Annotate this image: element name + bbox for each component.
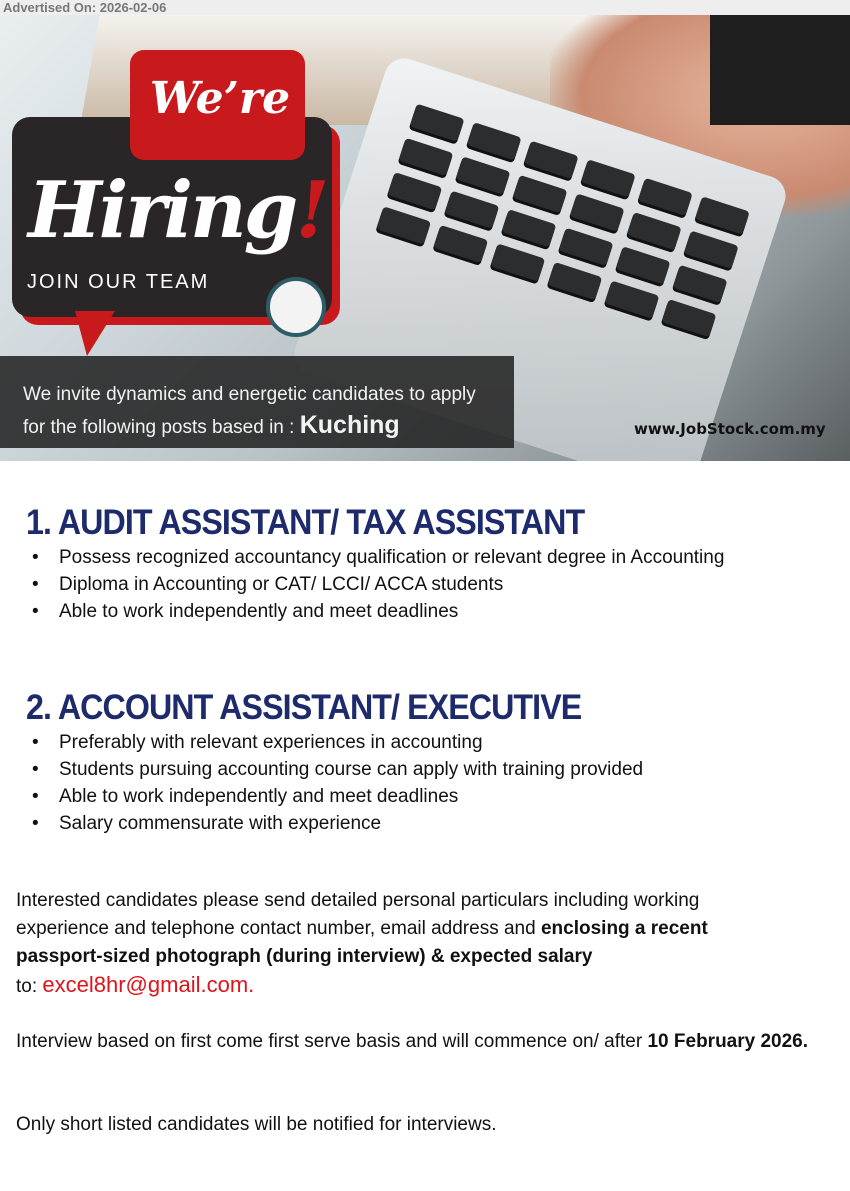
list-item: • Able to work independently and meet deadlines xyxy=(32,783,643,810)
contact-email[interactable]: excel8hr@gmail.com. xyxy=(42,972,255,997)
interview-date: 10 February 2026. xyxy=(647,1031,809,1052)
hiring-text: Hiring! xyxy=(28,165,327,256)
interview-info: Interview based on first come first serve basis and will commence on/ after 10 February 2026. xyxy=(16,1031,809,1052)
job-title-2: 2. ACCOUNT ASSISTANT/ EXECUTIVE xyxy=(26,688,582,727)
were-text: We’re xyxy=(149,73,291,124)
list-item: • Salary commensurate with experience xyxy=(32,810,643,837)
list-item: • Preferably with relevant experiences in accounting xyxy=(32,729,643,756)
invite-text: We invite dynamics and energetic candidates to apply for the following posts based in : Kuching xyxy=(23,384,476,439)
job-2-requirements xyxy=(32,729,643,837)
job-title-1: 1. AUDIT ASSISTANT/ TAX ASSISTANT xyxy=(26,503,585,542)
magnifier-icon xyxy=(266,277,326,337)
list-item: • Possess recognized accountancy qualification or relevant degree in Accounting xyxy=(32,544,724,571)
list-item: • Able to work independently and meet deadlines xyxy=(32,598,724,625)
hiring-banner xyxy=(0,15,850,461)
background-shadow xyxy=(710,15,850,125)
list-item: • Diploma in Accounting or CAT/ LCCI/ ACCA students xyxy=(32,571,724,598)
join-our-team: JOIN OUR TEAM xyxy=(27,271,210,293)
application-instructions: Interested candidates please send detailed personal particulars including working experience and telephone contact number, email address and enclosing a recent passport-sized photograph (during interview) & expected salary to: excel8hr@gmail.com. xyxy=(16,890,708,997)
website-watermark: www.JobStock.com.my xyxy=(634,420,826,438)
shortlist-note: Only short listed candidates will be notified for interviews. xyxy=(16,1114,497,1135)
location: Kuching xyxy=(299,411,400,439)
speech-bubble-tail xyxy=(75,311,115,356)
advertised-date: Advertised On: 2026-02-06 xyxy=(0,0,850,15)
list-item: • Students pursuing accounting course can apply with training provided xyxy=(32,756,643,783)
job-1-requirements xyxy=(32,544,724,625)
